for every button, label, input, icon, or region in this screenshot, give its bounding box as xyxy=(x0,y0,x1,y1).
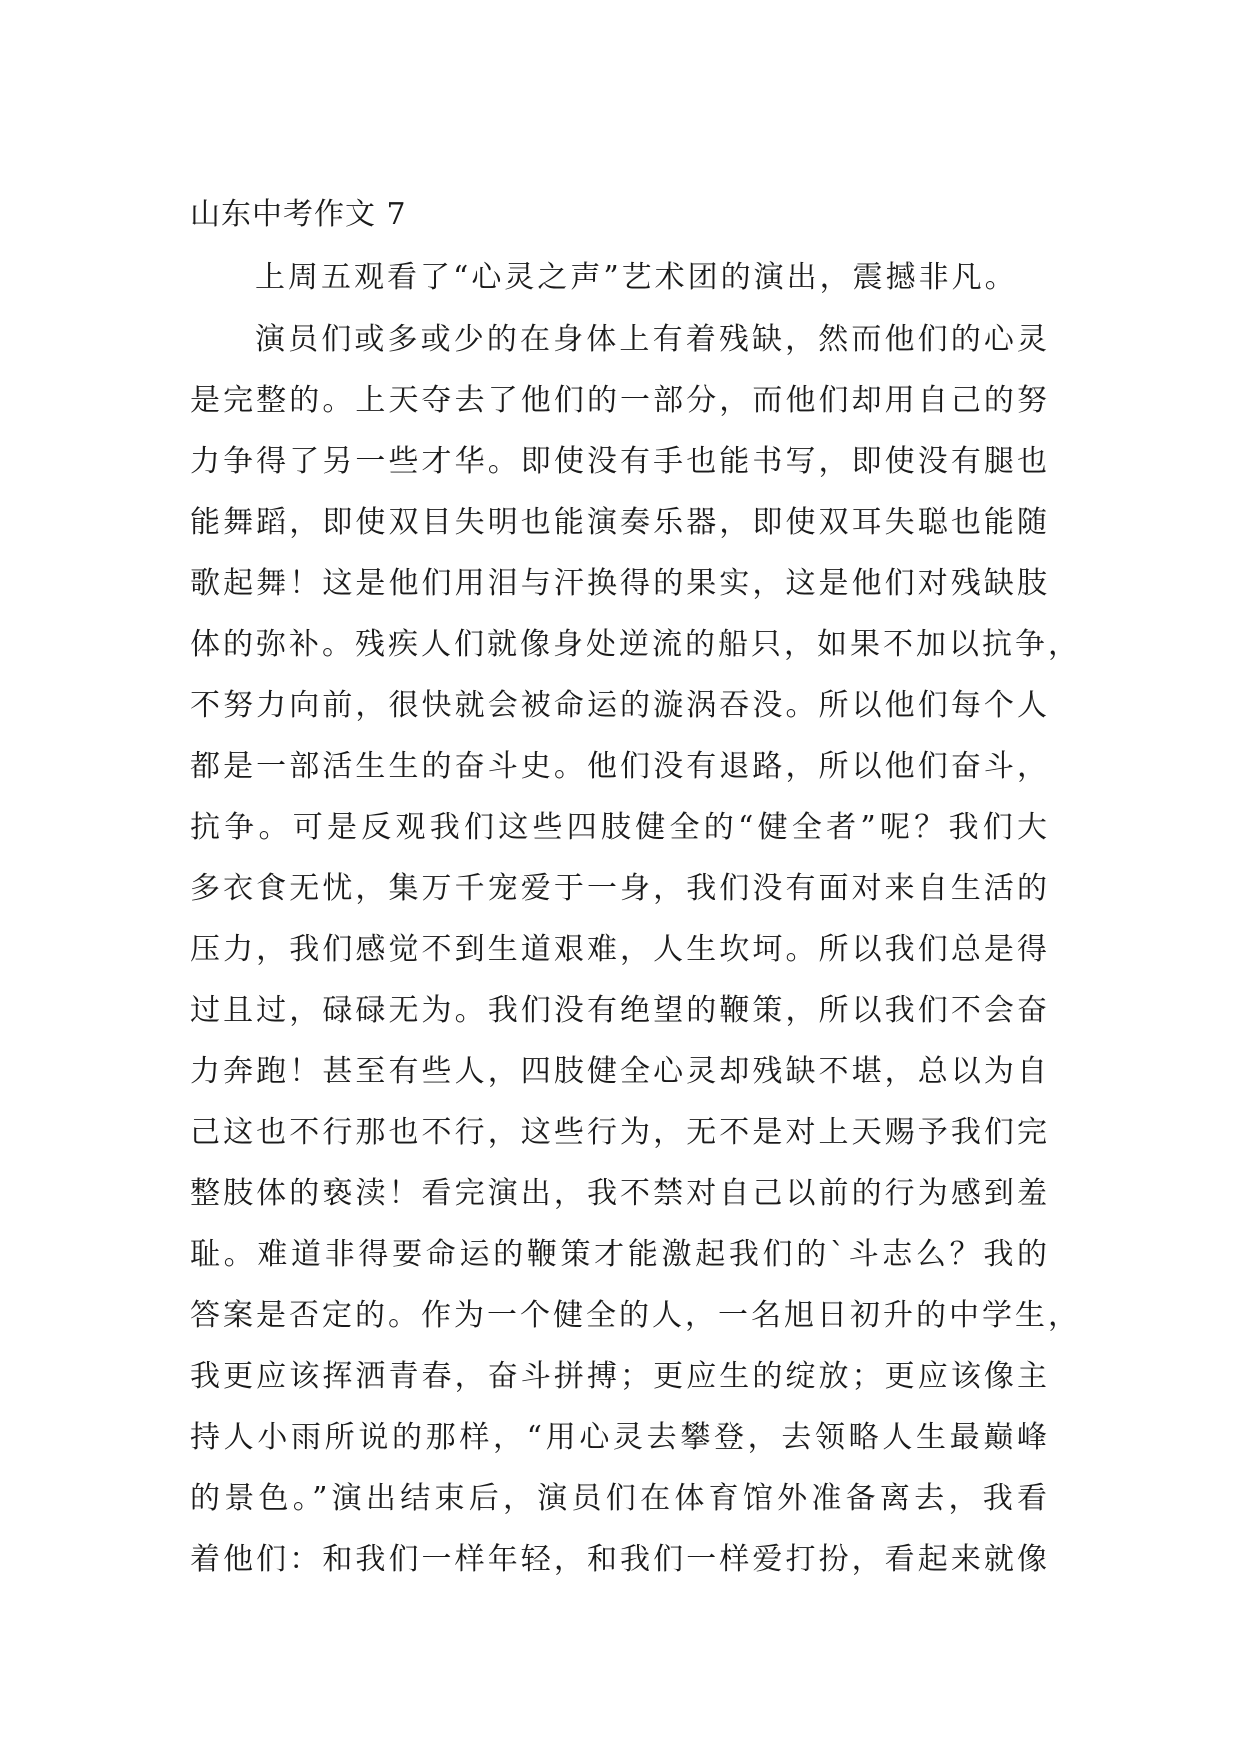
paragraph-line: 耻。难道非得要命运的鞭策才能激起我们的`斗志么？我的 xyxy=(190,1237,1050,1272)
paragraph-line: 过且过，碌碌无为。我们没有绝望的鞭策，所以我们不会奋 xyxy=(190,993,1050,1028)
document-title: 山东中考作文 7 xyxy=(190,197,407,232)
paragraph-line: 多衣食无忧，集万千宠爱于一身，我们没有面对来自生活的 xyxy=(190,871,1050,906)
paragraph-line: 我更应该挥洒青春，奋斗拼搏；更应生的绽放；更应该像主 xyxy=(190,1359,1050,1394)
paragraph-line: 上周五观看了“心灵之声”艺术团的演出，震撼非凡。 xyxy=(255,260,1018,295)
paragraph-line: 抗争。可是反观我们这些四肢健全的“健全者”呢？我们大 xyxy=(190,810,1050,845)
paragraph-line: 都是一部活生生的奋斗史。他们没有退路，所以他们奋斗， xyxy=(190,749,1050,784)
paragraph-line: 力争得了另一些才华。即使没有手也能书写，即使没有腿也 xyxy=(190,444,1050,479)
paragraph-line: 演员们或多或少的在身体上有着残缺，然而他们的心灵 xyxy=(255,322,1050,357)
paragraph-line: 答案是否定的。作为一个健全的人，一名旭日初升的中学生， xyxy=(190,1298,1081,1333)
paragraph-line: 压力，我们感觉不到生道艰难，人生坎坷。所以我们总是得 xyxy=(190,932,1050,967)
paragraph-line: 不努力向前，很快就会被命运的漩涡吞没。所以他们每个人 xyxy=(190,688,1050,723)
paragraph-line: 力奔跑！甚至有些人，四肢健全心灵却残缺不堪，总以为自 xyxy=(190,1054,1050,1089)
paragraph-line: 能舞蹈，即使双目失明也能演奏乐器，即使双耳失聪也能随 xyxy=(190,505,1050,540)
paragraph-line: 的景色。”演出结束后，演员们在体育馆外准备离去，我看 xyxy=(190,1481,1050,1516)
paragraph-line: 着他们：和我们一样年轻，和我们一样爱打扮，看起来就像 xyxy=(190,1542,1050,1577)
paragraph-line: 持人小雨所说的那样，“用心灵去攀登，去领略人生最巅峰 xyxy=(190,1420,1050,1455)
paragraph-line: 体的弥补。残疾人们就像身处逆流的船只，如果不加以抗争， xyxy=(190,627,1081,662)
paragraph-line: 是完整的。上天夺去了他们的一部分，而他们却用自己的努 xyxy=(190,383,1050,418)
paragraph-line: 歌起舞！这是他们用泪与汗换得的果实，这是他们对残缺肢 xyxy=(190,566,1050,601)
paragraph-line: 己这也不行那也不行，这些行为，无不是对上天赐予我们完 xyxy=(190,1115,1050,1150)
paragraph-line: 整肢体的亵渎！看完演出，我不禁对自己以前的行为感到羞 xyxy=(190,1176,1050,1211)
